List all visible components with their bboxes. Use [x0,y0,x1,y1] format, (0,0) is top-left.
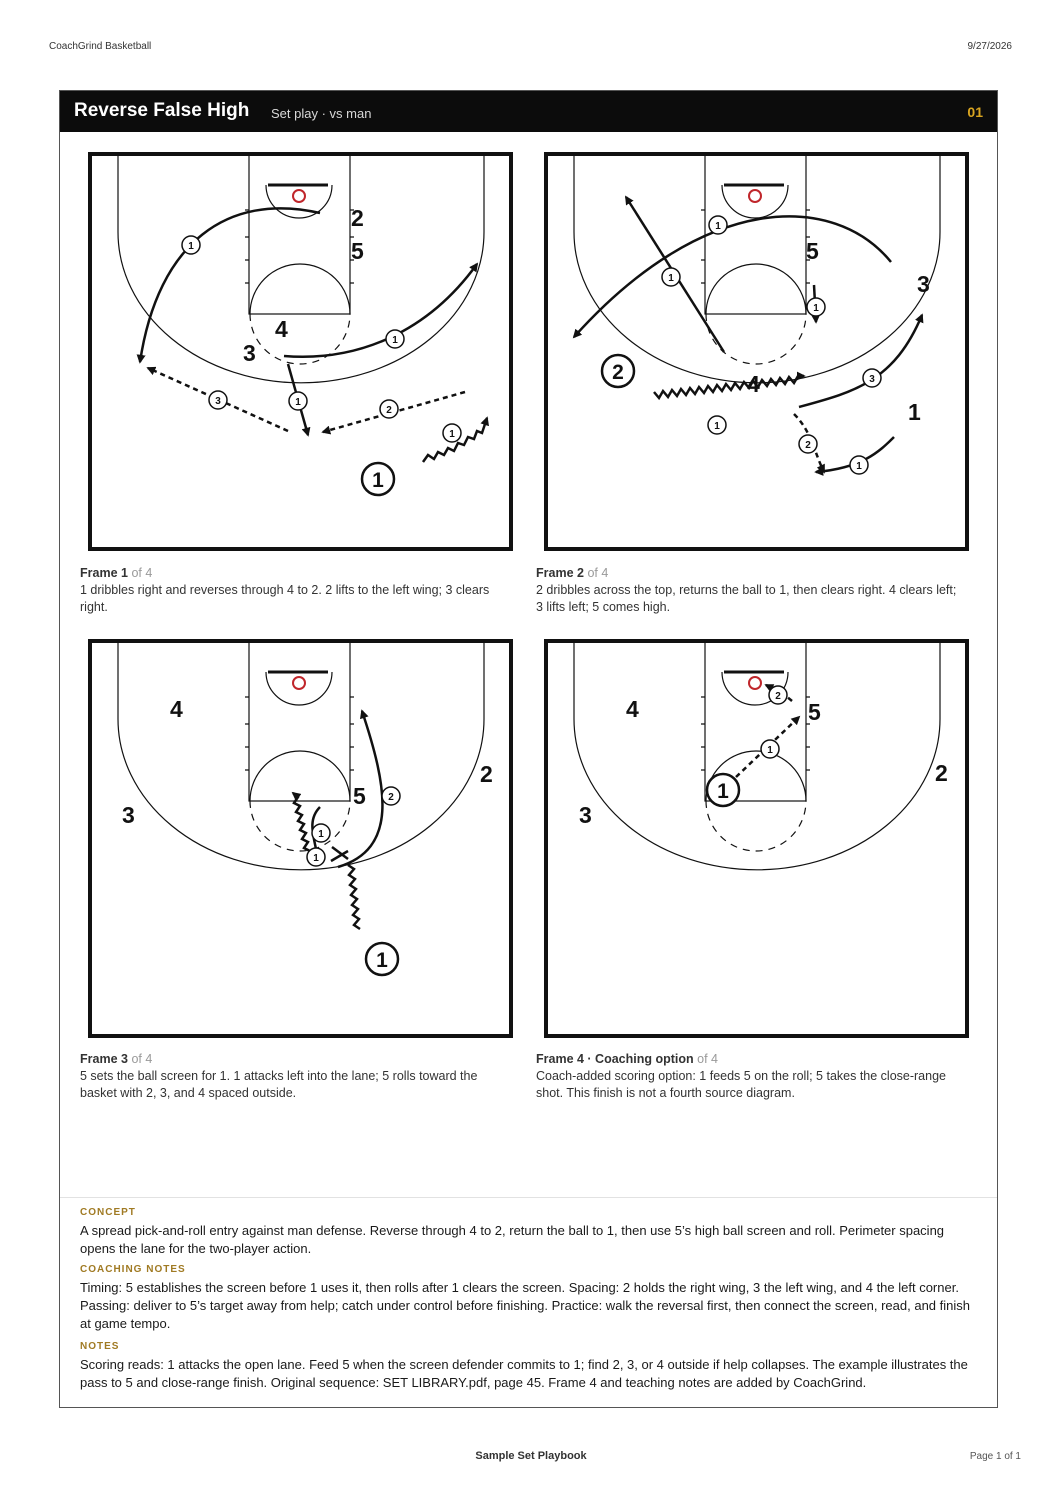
frame-count: of 4 [587,566,609,580]
step-1: 1 [313,853,319,864]
player-5: 5 [808,699,821,725]
step-1: 1 [715,221,721,232]
step-1: 1 [318,829,324,840]
coaching-notes-heading: COACHING NOTES [80,1264,186,1275]
court-diagram-frame-2 [544,152,969,551]
court-lines [90,154,511,549]
ball-handler-2: 2 [612,361,624,384]
frame-count: of 4 [131,566,153,580]
step-1: 1 [856,461,862,472]
step-1: 1 [188,241,194,252]
player-1: 1 [908,399,921,425]
footer-title: Sample Set Playbook [475,1450,587,1462]
step-2: 2 [388,792,394,803]
player-markers [243,205,364,366]
ball-handler-1: 1 [372,469,384,492]
frame-description: 5 sets the ball screen for 1. 1 attacks left into the lane; 5 rolls toward the basket with 2, 3, and 4 spaced outside. [80,1069,478,1100]
step-1: 1 [813,303,819,314]
player-4: 4 [747,371,760,397]
player-4: 4 [275,316,288,342]
player-4: 4 [170,696,183,722]
court-diagram-frame-3 [88,639,513,1038]
player-5: 5 [353,783,366,809]
step-1: 1 [714,421,720,432]
player-5: 5 [806,238,819,264]
brand-label: CoachGrind Basketball [49,41,152,52]
step-markers [182,236,461,442]
step-1: 1 [295,397,301,408]
player-4: 4 [626,696,639,722]
concept-body: A spread pick-and-roll entry against man defense. Reverse through 4 to 2, return the ball to 1, then use 5’s high ball screen and roll. Perimeter spacing opens the lane for the two-player action. [80,1223,945,1256]
frame-title: Frame 3 [80,1052,128,1066]
section-divider [60,1197,997,1198]
play-number: 01 [967,104,983,120]
player-3: 3 [243,340,256,366]
step-3: 3 [869,374,875,385]
frame-description: 2 dribbles across the top, returns the ball to 1, then clears right. 4 clears left; 3 lifts left; 5 comes high. [536,583,957,614]
frame-1-caption [80,565,510,616]
step-1: 1 [449,429,455,440]
notes-body: Scoring reads: 1 attacks the open lane. Feed 5 when the screen defender commits to 1; find 2, 3, or 4 outside if help collapses. The example illustrates the pass to 5 and close-range finish. Original sequence: SET LIBRARY.pdf, page 45. Frame 4 and teaching notes are added by CoachGrind. [80,1357,968,1390]
step-2: 2 [386,405,392,416]
frame-3-caption [80,1051,510,1102]
player-3: 3 [917,271,930,297]
play-card [59,90,998,1408]
frame-4-caption [536,1051,966,1102]
player-3: 3 [122,802,135,828]
page-number: Page 1 of 1 [969,1451,1021,1462]
play-title: Reverse False High [74,100,250,121]
frame-count: of 4 [131,1052,153,1066]
frame-title: Frame 1 [80,566,128,580]
player-2: 2 [480,761,493,787]
court-diagram-frame-1 [88,152,513,551]
frame-2-caption [536,565,966,616]
concept-heading: CONCEPT [80,1207,136,1218]
step-1: 1 [767,745,773,756]
step-2: 2 [805,440,811,451]
step-1: 1 [392,335,398,346]
notes-heading: NOTES [80,1341,120,1352]
step-3: 3 [215,396,221,407]
play-subtitle: Set play · vs man [271,106,372,121]
frame-description: Coach-added scoring option: 1 feeds 5 on the roll; 5 takes the close-range shot. This finish is not a fourth source diagram. [536,1069,946,1100]
step-2: 2 [775,691,781,702]
player-2: 2 [935,760,948,786]
player-2: 2 [351,205,364,231]
play-banner [60,91,997,132]
player-3: 3 [579,802,592,828]
ball-handler-1: 1 [717,780,729,803]
player-5: 5 [351,238,364,264]
ball-handler-1: 1 [376,949,388,972]
frame-count: of 4 [697,1052,718,1066]
frame-title: Frame 2 [536,566,584,580]
frame-title: Frame 4 · Coaching option [536,1052,694,1066]
frame-description: 1 dribbles right and reverses through 4 to 2. 2 lifts to the left wing; 3 clears right. [80,583,490,614]
step-1: 1 [668,273,674,284]
coaching-notes-body: Timing: 5 establishes the screen before 1 uses it, then rolls after 1 clears the screen. Spacing: 2 holds the right wing, 3 the left wing, and 4 the left corner. Passing: deliver to 5’s target away from help; catch under control before finishing. Practice: walk the reversal first, then connect the screen, read, and finish at game tempo. [80,1280,970,1331]
court-diagram-frame-4 [544,639,969,1038]
date-label: 9/27/2026 [967,41,1012,52]
